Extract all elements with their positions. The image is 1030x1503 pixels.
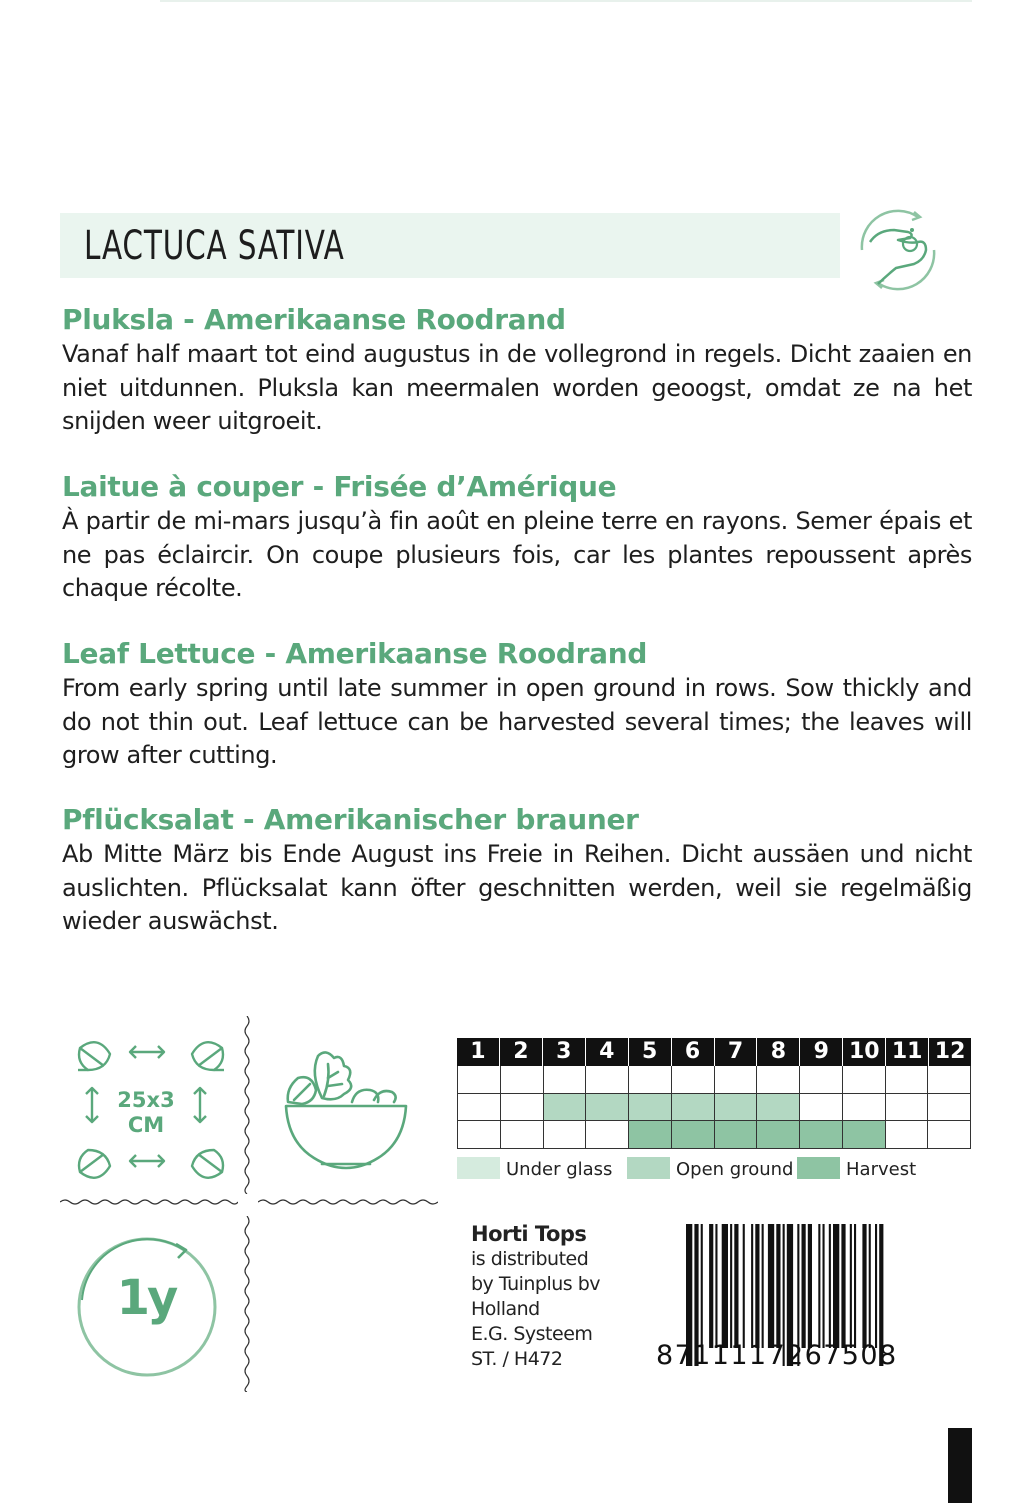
barcode-bar	[709, 1224, 713, 1348]
section-body: From early spring until late summer in open ground in rows. Sow thickly and do not thin out. Leaf lettuce can be harvested several times; the leaves will grow after cutting.	[62, 674, 972, 769]
calendar-row	[457, 1066, 971, 1094]
legend-swatch	[627, 1157, 670, 1179]
calendar-cell	[886, 1094, 929, 1122]
calendar-cell	[629, 1121, 672, 1149]
barcode-bar	[829, 1224, 831, 1348]
calendar-months	[457, 1038, 971, 1066]
calendar-row	[457, 1094, 971, 1122]
calendar-cell	[886, 1066, 929, 1094]
latin-name: LACTUCA SATIVA	[84, 223, 345, 269]
barcode-bar	[833, 1224, 839, 1348]
calendar-cell	[757, 1094, 800, 1122]
lifecycle-label: 1y	[116, 1270, 176, 1326]
calendar-row	[457, 1121, 971, 1149]
section-dutch	[62, 303, 972, 439]
legend-swatch	[797, 1157, 840, 1179]
barcode-bar	[715, 1224, 717, 1348]
calendar-cell	[672, 1094, 715, 1122]
calendar-cell	[843, 1121, 886, 1149]
calendar-cell	[928, 1121, 971, 1149]
calendar-cell	[757, 1066, 800, 1094]
wavy-divider-vertical	[243, 1016, 251, 1194]
section-title: Laitue à couper - Frisée d’Amérique	[62, 470, 617, 503]
calendar-cell	[458, 1094, 501, 1122]
calendar-month-2: 2	[500, 1038, 543, 1066]
calendar-month-6: 6	[672, 1038, 715, 1066]
barcode-bar	[802, 1224, 806, 1348]
barcode-bar	[776, 1224, 780, 1348]
calendar-legend	[457, 1156, 971, 1184]
barcode-bar	[743, 1224, 745, 1348]
calendar-cell	[501, 1121, 544, 1149]
calendar-cell	[544, 1094, 587, 1122]
sow-by-hand-icon	[848, 200, 948, 300]
distributor-line: ST. / H472	[471, 1348, 563, 1370]
calendar-cell	[586, 1121, 629, 1149]
spacing-label	[112, 1088, 180, 1138]
section-german	[62, 803, 972, 939]
calendar-cell	[501, 1094, 544, 1122]
calendar-cell	[886, 1121, 929, 1149]
calendar-month-9: 9	[800, 1038, 843, 1066]
calendar-cell	[757, 1121, 800, 1149]
calendar-cell	[629, 1066, 672, 1094]
barcode-bar	[762, 1224, 764, 1348]
calendar-cell	[458, 1121, 501, 1149]
calendar-month-7: 7	[715, 1038, 758, 1066]
distributor-line: E.G. Systeem	[471, 1323, 593, 1345]
distributor-info	[471, 1222, 600, 1372]
calendar-cell	[800, 1066, 843, 1094]
legend-swatch	[457, 1157, 500, 1179]
distributor-line: is distributed	[471, 1248, 589, 1270]
calendar-cell	[672, 1121, 715, 1149]
calendar-cell	[800, 1121, 843, 1149]
calendar-cell	[715, 1066, 758, 1094]
calendar-month-3: 3	[543, 1038, 586, 1066]
spacing-unit: CM	[127, 1113, 165, 1137]
calendar-cell	[800, 1094, 843, 1122]
calendar-month-1: 1	[457, 1038, 500, 1066]
calendar-month-8: 8	[757, 1038, 800, 1066]
barcode-digits: 8711117267508	[656, 1340, 898, 1371]
distributor-line: by Tuinplus bv	[471, 1273, 601, 1295]
section-title: Pluksla - Amerikaanse Roodrand	[62, 303, 566, 336]
wavy-divider-horizontal	[258, 1198, 438, 1206]
calendar-cell	[544, 1121, 587, 1149]
legend-harvest	[797, 1156, 916, 1184]
section-body: Vanaf half maart tot eind augustus in de vollegrond in regels. Dicht zaaien en niet uitdunnen. Pluksla kan meermalen worden geoogst, omdat ze na het snijden weer uitgroeit.	[62, 340, 972, 435]
barcode-bar	[875, 1224, 877, 1348]
calendar-cell	[458, 1066, 501, 1094]
top-rule	[160, 0, 972, 2]
legend-label: Open ground	[676, 1159, 794, 1180]
calendar-cell	[715, 1121, 758, 1149]
calendar-grid	[457, 1066, 971, 1149]
section-body: Ab Mitte März bis Ende August ins Freie in Reihen. Dicht aussäen und nicht auslichten. Pflücksalat kann öfter geschnitten werden, weil sie regelmäßig wieder auswächst.	[62, 840, 972, 935]
calendar-cell	[629, 1094, 672, 1122]
barcode-bar	[755, 1224, 759, 1348]
calendar-cell	[715, 1094, 758, 1122]
legend-label: Under glass	[506, 1159, 613, 1180]
salad-bowl-icon	[282, 1044, 410, 1180]
calendar-cell	[928, 1066, 971, 1094]
barcode-bar	[854, 1224, 856, 1348]
calendar-cell	[501, 1066, 544, 1094]
print-mark	[948, 1428, 972, 1503]
barcode-bar	[818, 1224, 820, 1348]
barcode-bar	[823, 1224, 825, 1348]
barcode-bar	[722, 1224, 728, 1348]
calendar-cell	[843, 1094, 886, 1122]
calendar-cell	[544, 1066, 587, 1094]
barcode-bar	[701, 1224, 703, 1348]
barcode-bar	[841, 1224, 845, 1348]
calendar-month-12: 12	[934, 1039, 966, 1064]
distributor-line: Holland	[471, 1298, 540, 1320]
calendar-month-11: 11	[886, 1038, 929, 1066]
section-title: Pflücksalat - Amerikanischer brauner	[62, 803, 639, 836]
calendar-month-5: 5	[629, 1038, 672, 1066]
legend-under-glass	[457, 1156, 627, 1184]
barcode-bar	[751, 1224, 753, 1348]
calendar-cell	[843, 1066, 886, 1094]
calendar-cell	[928, 1094, 971, 1122]
wavy-divider-vertical	[243, 1216, 251, 1392]
barcode-bar	[730, 1224, 732, 1348]
barcode-bar	[808, 1224, 812, 1348]
brand-name: Horti Tops	[471, 1222, 587, 1246]
barcode-bar	[869, 1224, 871, 1348]
calendar-month-4: 4	[586, 1038, 629, 1066]
barcode-bar	[862, 1224, 866, 1348]
section-english	[62, 637, 972, 773]
calendar-cell	[586, 1094, 629, 1122]
spacing-value: 25x3	[117, 1088, 175, 1112]
legend-open-ground	[627, 1156, 797, 1184]
barcode-bar	[850, 1224, 852, 1348]
barcode-bar	[734, 1224, 738, 1348]
section-french	[62, 470, 972, 606]
barcode-bar	[768, 1224, 774, 1348]
calendar-cell	[672, 1066, 715, 1094]
calendar-month-10: 10	[843, 1038, 886, 1066]
wavy-divider-horizontal	[60, 1198, 238, 1206]
calendar-cell	[586, 1066, 629, 1094]
section-body: À partir de mi-mars jusqu’à fin août en pleine terre en rayons. Semer épais et ne pas éclaircir. On coupe plusieurs fois, car les plantes repoussent après chaque récolte.	[62, 507, 972, 602]
legend-label: Harvest	[846, 1159, 917, 1180]
sowing-calendar	[457, 1038, 971, 1149]
section-title: Leaf Lettuce - Amerikaanse Roodrand	[62, 637, 648, 670]
